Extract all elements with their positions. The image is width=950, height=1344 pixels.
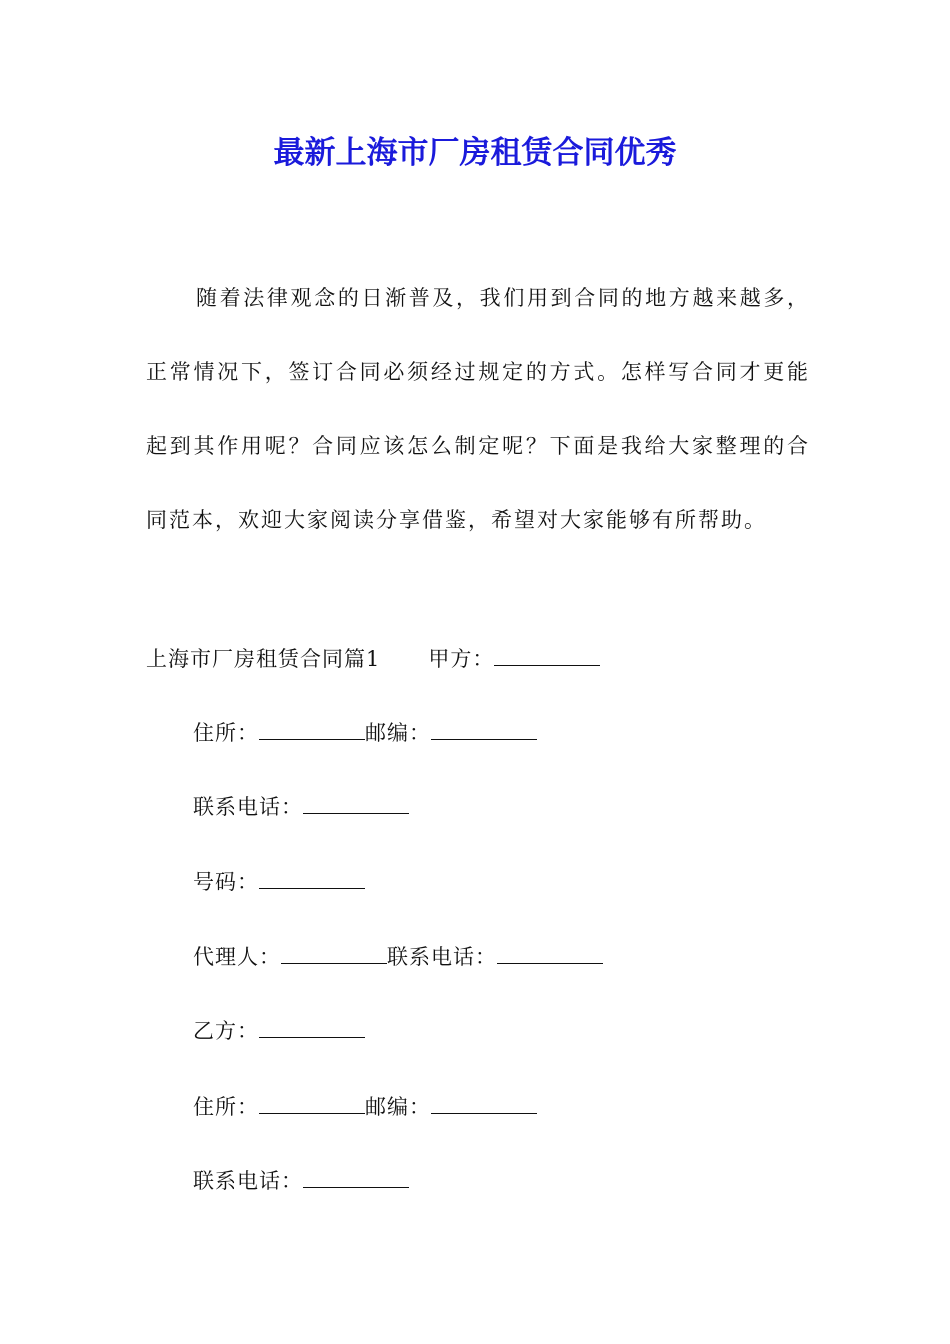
party-a-blank[interactable] (494, 643, 600, 666)
phone-line-2 (193, 1161, 409, 1201)
agent-line (193, 937, 603, 977)
postcode-blank-1[interactable] (431, 717, 537, 740)
number-line (193, 862, 365, 902)
address-line-1 (193, 713, 537, 753)
section-heading-line (146, 639, 600, 679)
phone-label-2: 联系电话： (193, 1169, 303, 1193)
address-blank-1[interactable] (259, 717, 365, 740)
section-heading: 上海市厂房租赁合同篇1 (146, 647, 381, 671)
agent-phone-blank[interactable] (497, 941, 603, 964)
page-title: 最新上海市厂房租赁合同优秀 (273, 135, 677, 171)
number-blank[interactable] (259, 866, 365, 889)
agent-blank[interactable] (281, 941, 387, 964)
postcode-label-2: 邮编： (365, 1095, 431, 1119)
party-b-blank[interactable] (259, 1015, 365, 1038)
party-b-label: 乙方： (193, 1019, 259, 1043)
agent-label: 代理人： (193, 945, 281, 969)
address-label-2: 住所： (193, 1095, 259, 1119)
postcode-label-1: 邮编： (365, 721, 431, 745)
address-line-2 (193, 1087, 537, 1127)
postcode-blank-2[interactable] (431, 1091, 537, 1114)
agent-phone-label: 联系电话： (387, 945, 497, 969)
address-label-1: 住所： (193, 721, 259, 745)
number-label: 号码： (193, 870, 259, 894)
address-blank-2[interactable] (259, 1091, 365, 1114)
party-a-label: 甲方： (428, 647, 495, 671)
phone-blank-2[interactable] (303, 1165, 409, 1188)
intro-paragraph: 随着法律观念的日渐普及，我们用到合同的地方越来越多，正常情况下，签订合同必须经过规定的方式。怎样写合同才更能起到其作用呢？合同应该怎么制定呢？下面是我给大家整理的合同范本，欢迎大家阅读分享借鉴，希望对大家能够有所帮助。 (146, 286, 810, 532)
phone-blank-1[interactable] (303, 791, 409, 814)
phone-label-1: 联系电话： (193, 795, 303, 819)
phone-line-1 (193, 787, 409, 827)
party-b-line (193, 1011, 365, 1051)
